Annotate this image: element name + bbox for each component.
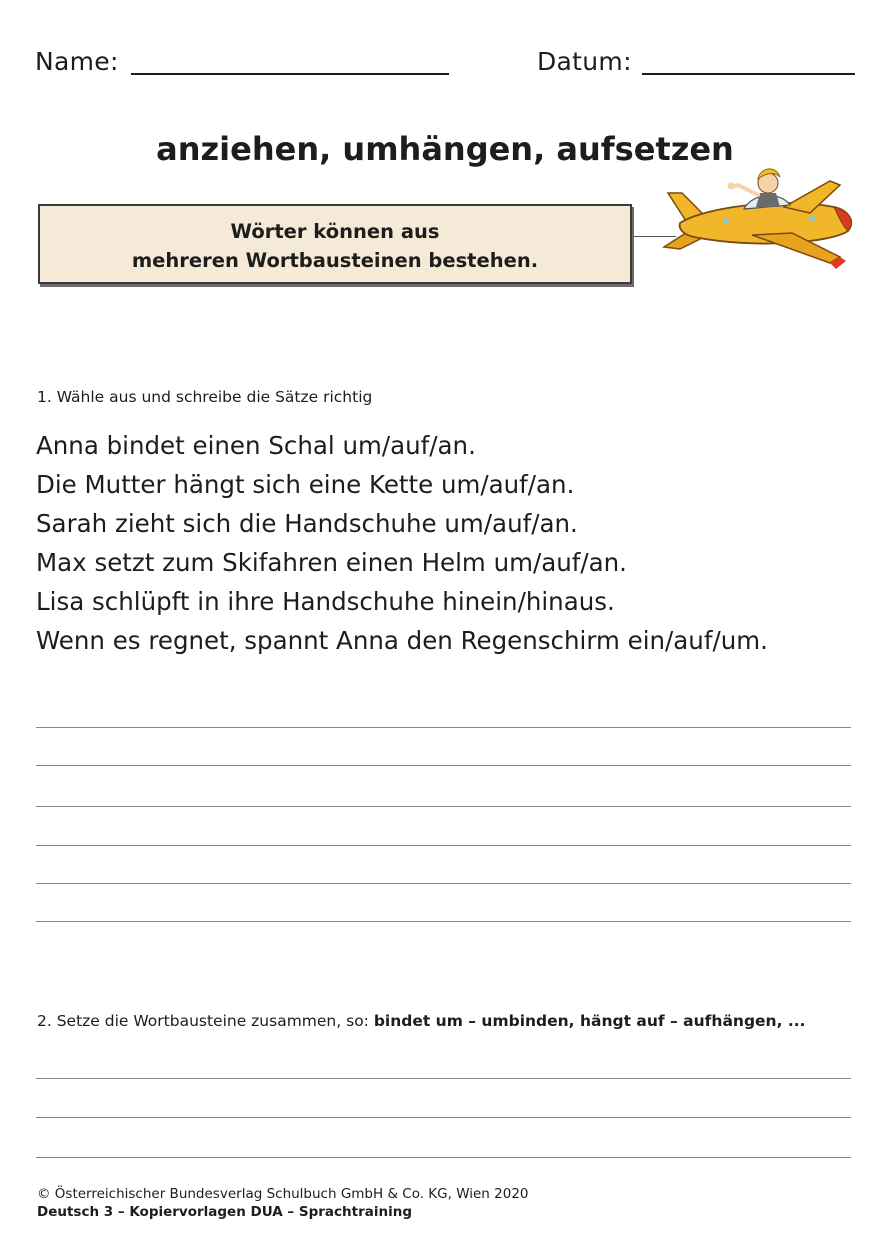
- banner-line-1: Wörter können aus: [230, 220, 440, 243]
- banner-line-2: mehreren Wortbausteinen bestehen.: [131, 249, 539, 272]
- writing-line[interactable]: [36, 845, 851, 846]
- airplane-illustration: [634, 163, 860, 275]
- sentence-list: [36, 426, 768, 660]
- sentence-5: Lisa schlüpft in ihre Handschuhe hinein/hinaus.: [36, 587, 615, 616]
- name-field[interactable]: [131, 73, 449, 75]
- sentence-3: Sarah zieht sich die Handschuhe um/auf/an.: [36, 509, 578, 538]
- writing-line[interactable]: [36, 921, 851, 922]
- writing-line[interactable]: [36, 1157, 851, 1158]
- sentence-4: Max setzt zum Skifahren einen Helm um/auf/an.: [36, 548, 627, 577]
- task-2-text: 2. Setze die Wortbausteine zusammen, so:: [37, 1012, 374, 1030]
- date-label: Datum:: [537, 47, 632, 76]
- copyright-text: © Österreichischer Bundesverlag Schulbuch GmbH & Co. KG, Wien 2020: [37, 1186, 529, 1202]
- task-2-example: bindet um – umbinden, hängt auf – aufhängen, ...: [373, 1012, 806, 1030]
- sentence-1: Anna bindet einen Schal um/auf/an.: [36, 431, 476, 460]
- series-text: Deutsch 3 – Kopiervorlagen DUA – Sprachtraining: [37, 1204, 413, 1220]
- task-2-instruction: [37, 1012, 806, 1030]
- date-field[interactable]: [642, 73, 855, 75]
- task-1-instruction: 1. Wähle aus und schreibe die Sätze richtig: [37, 388, 373, 406]
- writing-line[interactable]: [36, 727, 851, 728]
- writing-line[interactable]: [36, 1078, 851, 1079]
- writing-line[interactable]: [36, 1117, 851, 1118]
- name-label: Name:: [35, 47, 119, 76]
- info-banner: [38, 204, 632, 284]
- sentence-2: Die Mutter hängt sich eine Kette um/auf/an.: [36, 470, 575, 499]
- page-title: anziehen, umhängen, aufsetzen: [156, 130, 734, 168]
- sentence-6: Wenn es regnet, spannt Anna den Regenschirm ein/auf/um.: [36, 626, 768, 655]
- writing-line[interactable]: [36, 806, 851, 807]
- writing-line[interactable]: [36, 765, 851, 766]
- writing-line[interactable]: [36, 883, 851, 884]
- footer: [37, 1185, 529, 1221]
